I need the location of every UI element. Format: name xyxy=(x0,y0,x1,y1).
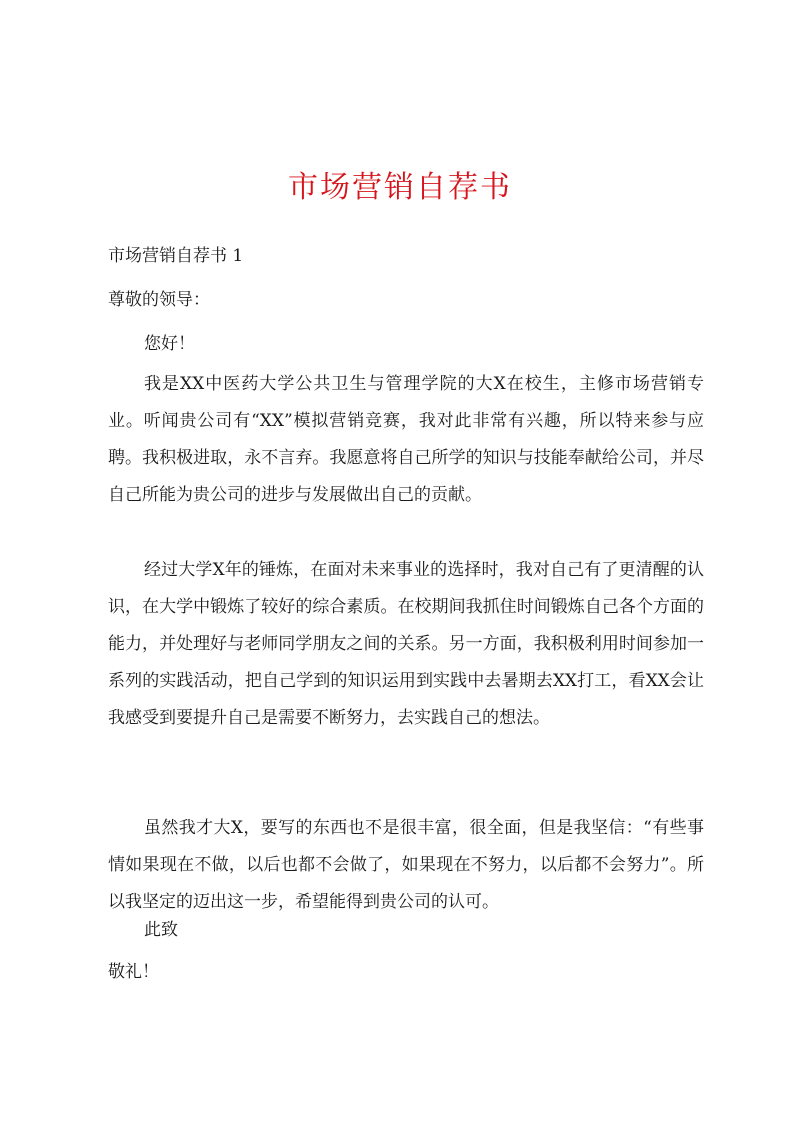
body-paragraph-3: 虽然我才大X，要写的东西也不是很丰富，很全面，但是我坚信：“有些事情如果现在不做，以后也都不会做了，如果现在不努力，以后都不会努力”。所以我坚定的迈出这一步，希望能得到贵公司的认可。 xyxy=(108,818,704,912)
body-paragraph-1: 我是XX中医药大学公共卫生与管理学院的大X在校生，主修市场营销专业。听闻贵公司有“XX”模拟营销竞赛，我对此非常有兴趣，所以特来参与应聘。我积极进取，永不言弃。我愿意将自己所学的知识与技能奉献给公司，并尽自己所能为贵公司的进步与发展做出自己的贡献。 xyxy=(108,374,704,505)
greeting: 您好！ xyxy=(144,334,195,354)
body-paragraph-2: 经过大学X年的锤炼，在面对未来事业的选择时，我对自己有了更清醒的认识，在大学中锻炼了较好的综合素质。在校期间我抓住时间锻炼自己各个方面的能力，并处理好与老师同学朋友之间的关系。另一方面，我积极利用时间参加一系列的实践活动，把自己学到的知识运用到实践中去暑期去XX打工，看XX会让我感受到要提升自己是需要不断努力，去实践自己的想法。 xyxy=(108,560,704,728)
section-heading: 市场营销自荐书 1 xyxy=(108,246,244,266)
document-title: 市场营销自荐书 xyxy=(288,170,512,205)
salutation: 尊敬的领导： xyxy=(108,290,210,310)
regards-line: 敬礼！ xyxy=(108,962,159,982)
closing-line: 此致 xyxy=(144,920,178,940)
